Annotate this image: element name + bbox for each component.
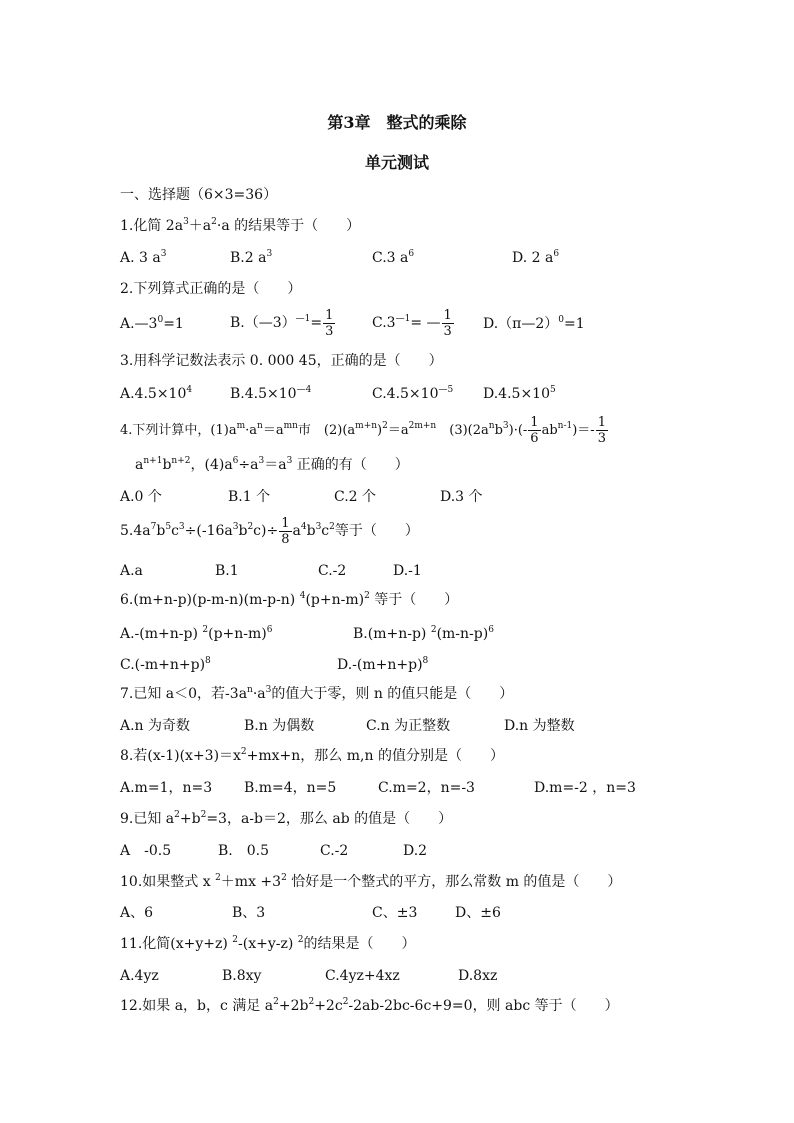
question-3-stem: 3.用科学记数法表示 0. 000 45，正确的是（ ） — [120, 353, 443, 369]
question-12-stem: 12.如果 a，b，c 满足 $a^2+2b^2+2c^2-2ab-2bc-6c+9=0$，则 abc 等于（ ） — [120, 997, 619, 1014]
q1-option-b: B.2 $a^3$ — [230, 249, 273, 266]
page-subtitle: 单元测试 — [364, 153, 429, 172]
q3-option-c: $C.4.5\times 10^{—5}$ — [372, 385, 454, 402]
q1-option-d: D. 2 $a^6$ — [512, 249, 560, 266]
q7-option-b: B.n 为偶数 — [244, 718, 315, 734]
q5-option-d: D.-1 — [393, 563, 422, 579]
q4-option-a: A.0 个 — [120, 489, 162, 505]
q8-option-c: C.m=2，n=-3 — [378, 780, 475, 796]
q5-option-b: B.1 — [215, 563, 239, 579]
question-7-stem: 7.已知 a＜0，若$-3a^n\cdot a^3$的值大于零，则 n 的值只能是（ ） — [120, 685, 514, 702]
chapter-title: 第3章 整式的乘除 — [327, 113, 467, 132]
q7-option-d: D.n 为整数 — [504, 718, 575, 734]
q6-option-c: $C.(-m+n+p)^8$ — [120, 656, 211, 673]
q3-option-b: $B.4.5\times 10^{—4}$ — [230, 385, 312, 402]
q2-option-b: B.（—3）$^{—1}$= $\frac{1}{3}$ — [230, 307, 334, 339]
q4-option-d: D.3 个 — [440, 489, 483, 505]
section-heading: 一、选择题（6×3=36） — [120, 187, 278, 203]
question-6-stem: 6.(m+n-p)(p-m-n)(m-p-n) $^4(p+n-m)^2$ 等于（ ） — [120, 591, 459, 608]
q8-option-d: D.m=-2 ，n=3 — [534, 780, 636, 796]
q6-option-d: $D.-(m+n+p)^8$ — [337, 656, 429, 673]
q11-option-c: C.4yz+4xz — [325, 968, 400, 984]
question-2-stem: 2.下列算式正确的是（ ） — [120, 281, 302, 297]
question-9-stem: 9.已知 $a^2+b^2=3$，a-b＝2，那么 ab 的值是（ ） — [120, 810, 453, 827]
question-4-stem: 4.下列计算中，$(1)a^m\cdot a^n=a^{mn}$巿 $(2)(a^{m+n})^2=a^{2m+n}$ $(3)(2a^nb^3)\cdot(-$ $\frac{1}{6}$ $ab^{n-1})=-$ $\frac{1}{3}$ — [120, 415, 606, 446]
fraction: $\frac{1}{6}$ — [530, 415, 539, 446]
q9-option-b: B. 0.5 — [218, 843, 270, 859]
question-1-stem: 1.化简 $2a^3+a^2\cdot a$ 的结果等于（ ） — [120, 217, 361, 234]
q1-option-c: C.3 $a^6$ — [372, 249, 415, 266]
q7-option-c: C.n 为正整数 — [366, 718, 451, 734]
q10-option-c: C、±3 — [372, 905, 418, 921]
fraction: $\frac{1}{3}$ — [325, 307, 334, 339]
question-11-stem: 11.化简(x+y+z) $^2$-(x+y-z) $^2$的结果是（ ） — [120, 935, 416, 952]
q10-option-a: A、6 — [120, 905, 154, 921]
q2-option-d: D.（π—2）$^0$=1 — [483, 315, 585, 332]
q8-option-a: A.m=1，n=3 — [120, 780, 213, 796]
q5-option-c: C.-2 — [318, 563, 347, 579]
q4-option-c: C.2 个 — [334, 489, 377, 505]
q9-option-c: C.-2 — [320, 843, 349, 859]
q1-option-a: A. 3 $a^3$ — [120, 249, 167, 266]
q10-option-d: D、±6 — [455, 905, 501, 921]
q3-option-a: $A.4.5\times 10^4$ — [120, 385, 193, 402]
question-4-stem-line-2: $a^{n+1}b^{n+2}$，$(4)a^6\div a^3=a^3$ 正确的有（ ） — [135, 456, 409, 473]
q11-option-d: D.8xz — [458, 968, 498, 984]
q2-option-a: $A.—3^0=1$ — [120, 315, 184, 332]
q11-option-a: A.4yz — [120, 968, 159, 984]
fraction: $\frac{1}{3}$ — [597, 415, 606, 446]
q6-option-a: A.-(m+n-p) $^2(p+n-m)^6$ — [120, 625, 273, 642]
q8-option-b: B.m=4，n=5 — [244, 780, 337, 796]
question-5-stem: $5.4a^7b^5c^3\div(-16a^3b^2c)\div$ $\frac{1}{8}$ $a^4b^3c^2$等于（ ） — [120, 515, 419, 547]
q2-option-c: $C.3^{—1}=$ — $\frac{1}{3}$ — [372, 307, 452, 339]
q9-option-d: D.2 — [403, 843, 428, 859]
q9-option-a: A -0.5 — [120, 843, 172, 859]
fraction: $\frac{1}{8}$ — [281, 515, 290, 547]
q5-option-a: A.a — [120, 563, 143, 579]
question-8-stem: 8.若$(x-1)(x+3)=x^2+mx+n$，那么 m,n 的值分别是（ ） — [120, 747, 504, 764]
q6-option-b: B.(m+n-p) $^2(m-n-p)^6$ — [353, 625, 494, 642]
q7-option-a: A.n 为奇数 — [120, 718, 191, 734]
q10-option-b: B、3 — [232, 905, 266, 921]
question-10-stem: 10.如果整式 x $^2+mx +3^2$ 恰好是一个整式的平方，那么常数 m 的值是（ ） — [120, 873, 622, 890]
q3-option-d: $D.4.5\times 10^5$ — [483, 385, 556, 402]
q11-option-b: B.8xy — [222, 968, 262, 984]
q4-option-b: B.1 个 — [228, 489, 271, 505]
fraction: $\frac{1}{3}$ — [443, 307, 452, 339]
